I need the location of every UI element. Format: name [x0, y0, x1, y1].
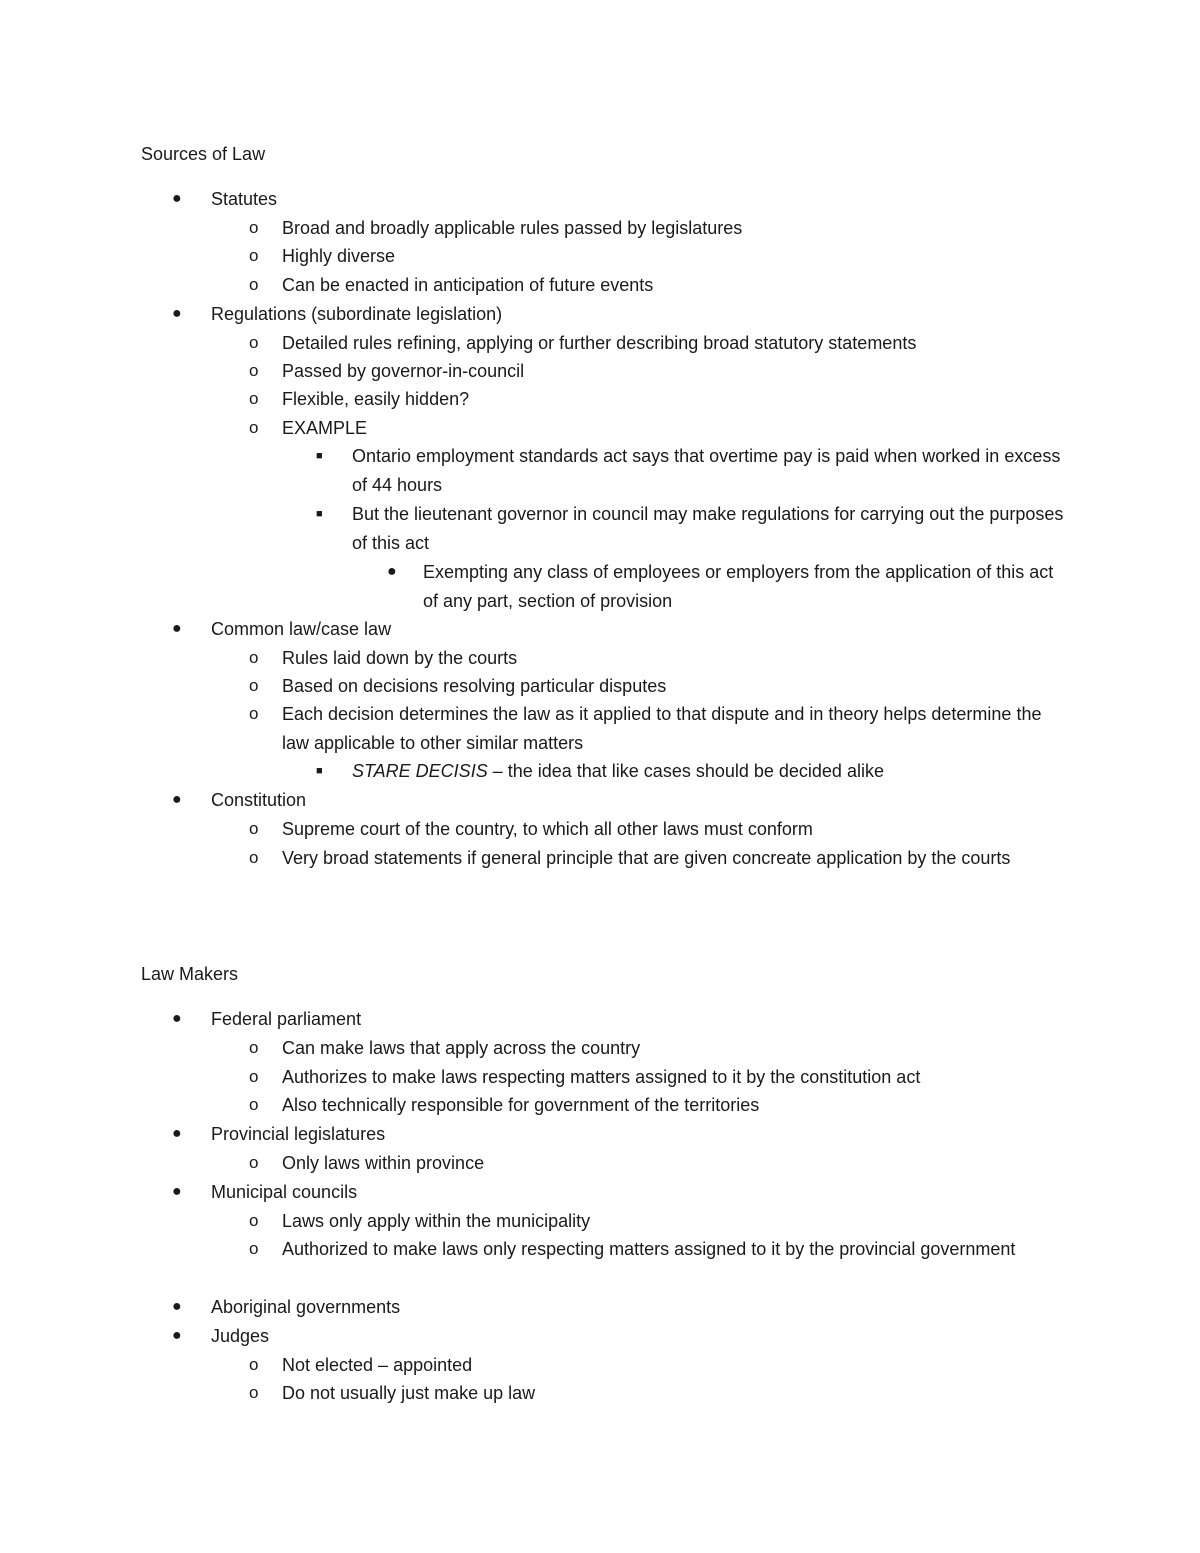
list-item: ● Aboriginal governments: [211, 1293, 1091, 1322]
bullet-circle-icon: o: [249, 819, 259, 838]
section-heading: Sources of Law: [141, 144, 266, 164]
list-item: ● Federal parliament: [211, 1005, 1091, 1034]
list-item: o Not elected – appointed: [282, 1351, 1072, 1380]
list-item: o Broad and broadly applicable rules passed by legislatures: [282, 214, 1072, 243]
list-item: ● Common law/case law: [211, 615, 1091, 644]
list-item: o EXAMPLE: [282, 414, 1072, 443]
bullet-circle-icon: o: [249, 275, 259, 294]
bullet-disc-icon: ●: [172, 1298, 182, 1315]
list-item: o Also technically responsible for government of the territories: [282, 1091, 1072, 1120]
bullet-circle-icon: o: [249, 1067, 259, 1086]
bullet-circle-icon: o: [249, 361, 259, 380]
list-item: ■ Ontario employment standards act says that overtime pay is paid when worked in excess of 44 hours: [352, 442, 1072, 499]
list-item: o Can be enacted in anticipation of future events: [282, 271, 1072, 300]
list-item: o Based on decisions resolving particular disputes: [282, 672, 1072, 701]
bullet-circle-icon: o: [249, 1383, 259, 1402]
bullet-circle-icon: o: [249, 1038, 259, 1057]
bullet-circle-icon: o: [249, 1355, 259, 1374]
list-item: ● Provincial legislatures: [211, 1120, 1091, 1149]
bullet-disc-icon: ●: [172, 620, 182, 637]
bullet-circle-icon: o: [249, 246, 259, 265]
list-item: ● Statutes: [211, 185, 1091, 214]
bullet-disc-icon: ●: [172, 305, 182, 322]
list-item: o Can make laws that apply across the country: [282, 1034, 1072, 1063]
bullet-circle-icon: o: [249, 1095, 259, 1114]
bullet-disc-icon: ●: [172, 791, 182, 808]
bullet-circle-icon: o: [249, 1153, 259, 1172]
bullet-disc-icon: ●: [172, 1010, 182, 1027]
list-item: o Flexible, easily hidden?: [282, 385, 1072, 414]
list-item: o Do not usually just make up law: [282, 1379, 1072, 1408]
list-item: o Rules laid down by the courts: [282, 644, 1072, 673]
list-item: o Very broad statements if general principle that are given concreate application by the courts: [282, 844, 1072, 873]
bullet-disc-icon: ●: [387, 563, 397, 580]
list-item: o Authorized to make laws only respecting matters assigned to it by the provincial government: [282, 1235, 1072, 1264]
list-item: o Authorizes to make laws respecting matters assigned to it by the constitution act: [282, 1063, 1072, 1092]
list-item: o Only laws within province: [282, 1149, 1072, 1178]
bullet-circle-icon: o: [249, 218, 259, 237]
list-item: ● Constitution: [211, 786, 1091, 815]
bullet-disc-icon: ●: [172, 190, 182, 207]
bullet-circle-icon: o: [249, 418, 259, 437]
bullet-circle-icon: o: [249, 648, 259, 667]
bullet-circle-icon: o: [249, 1211, 259, 1230]
bullet-square-icon: ■: [316, 508, 323, 520]
list-item: o Passed by governor-in-council: [282, 357, 1072, 386]
bullet-circle-icon: o: [249, 333, 259, 352]
bullet-circle-icon: o: [249, 389, 259, 408]
list-item: o Detailed rules refining, applying or further describing broad statutory statements: [282, 329, 1072, 358]
list-item: o Laws only apply within the municipality: [282, 1207, 1072, 1236]
bullet-disc-icon: ●: [172, 1125, 182, 1142]
bullet-square-icon: ■: [316, 765, 323, 777]
bullet-disc-icon: ●: [172, 1327, 182, 1344]
list-item: o Each decision determines the law as it applied to that dispute and in theory helps determine the law applicable to other similar matters: [282, 700, 1072, 757]
stare-decisis-term: STARE DECISIS: [352, 761, 488, 781]
section-heading: Law Makers: [141, 964, 239, 984]
list-item: ● Judges: [211, 1322, 1091, 1351]
bullet-disc-icon: ●: [172, 1183, 182, 1200]
list-item: ● Regulations (subordinate legislation): [211, 300, 1091, 329]
list-item: o Supreme court of the country, to which all other laws must conform: [282, 815, 1072, 844]
bullet-circle-icon: o: [249, 704, 259, 723]
bullet-circle-icon: o: [249, 848, 259, 867]
list-item: ● Exempting any class of employees or employers from the application of this act of any part, section of provision: [423, 558, 1063, 615]
list-item: ■ But the lieutenant governor in council may make regulations for carrying out the purposes of this act: [352, 500, 1072, 557]
bullet-circle-icon: o: [249, 676, 259, 695]
bullet-circle-icon: o: [249, 1239, 259, 1258]
list-item: ■ STARE DECISIS – the idea that like cases should be decided alike: [352, 757, 1072, 786]
bullet-square-icon: ■: [316, 450, 323, 462]
list-item: ● Municipal councils: [211, 1178, 1091, 1207]
list-item: o Highly diverse: [282, 242, 1072, 271]
